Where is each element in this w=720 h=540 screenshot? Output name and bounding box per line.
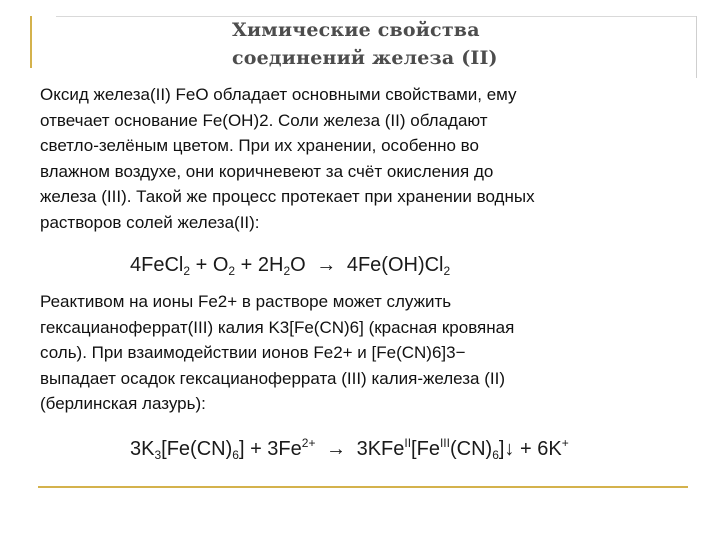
bottom-accent-line — [38, 486, 688, 488]
paragraph-line: гексацианоферрат(III) калия K3[Fe(CN)6] (красная кровяная — [40, 317, 515, 337]
paragraph-line: отвечает основание Fe(OH)2. Соли железа (II) обладают — [40, 110, 488, 130]
slide-title — [232, 16, 498, 72]
paragraph-line: выпадает осадок гексацианоферрата (III) калия-железа (II) — [40, 368, 505, 388]
title-line-1: Химические свойства — [232, 19, 480, 41]
paragraph-line: светло-зелёным цветом. При их хранении, особенно во — [40, 136, 479, 155]
paragraph-line: железа (III). Такой же процесс протекает при хранении водных — [40, 187, 535, 206]
paragraph-iron-oxide — [40, 82, 680, 235]
equation-prussian-blue: $3K_3[Fe(CN)_6] + 3Fe^{2+}$ → $3KFe^{II}[Fe^{III}(CN)_6]↓ + 6K^+$ — [130, 436, 569, 462]
right-divider-line — [696, 16, 697, 78]
left-accent-line — [30, 16, 32, 68]
paragraph-reagent — [40, 289, 680, 417]
paragraph-line: соль). При взаимодействии ионов Fe2+ и [Fe(CN)6]3− — [40, 343, 466, 362]
title-line-2: соединений железа (II) — [232, 47, 498, 69]
paragraph-line: Оксид железа(II) FeO обладает основными свойствами, ему — [40, 85, 517, 104]
paragraph-line: влажном воздухе, они коричневеют за счёт окисления до — [40, 161, 494, 181]
paragraph-line: (берлинская лазурь): — [40, 394, 206, 413]
paragraph-line: Реактивом на ионы Fe2+ в растворе может служить — [40, 292, 452, 311]
paragraph-line: растворов солей железа(II): — [40, 212, 260, 232]
equation-oxidation: 4FeCl$_2$ + $O_2 + 2H_2O \to 4Fe(OH)Cl_2$ — [130, 254, 451, 278]
